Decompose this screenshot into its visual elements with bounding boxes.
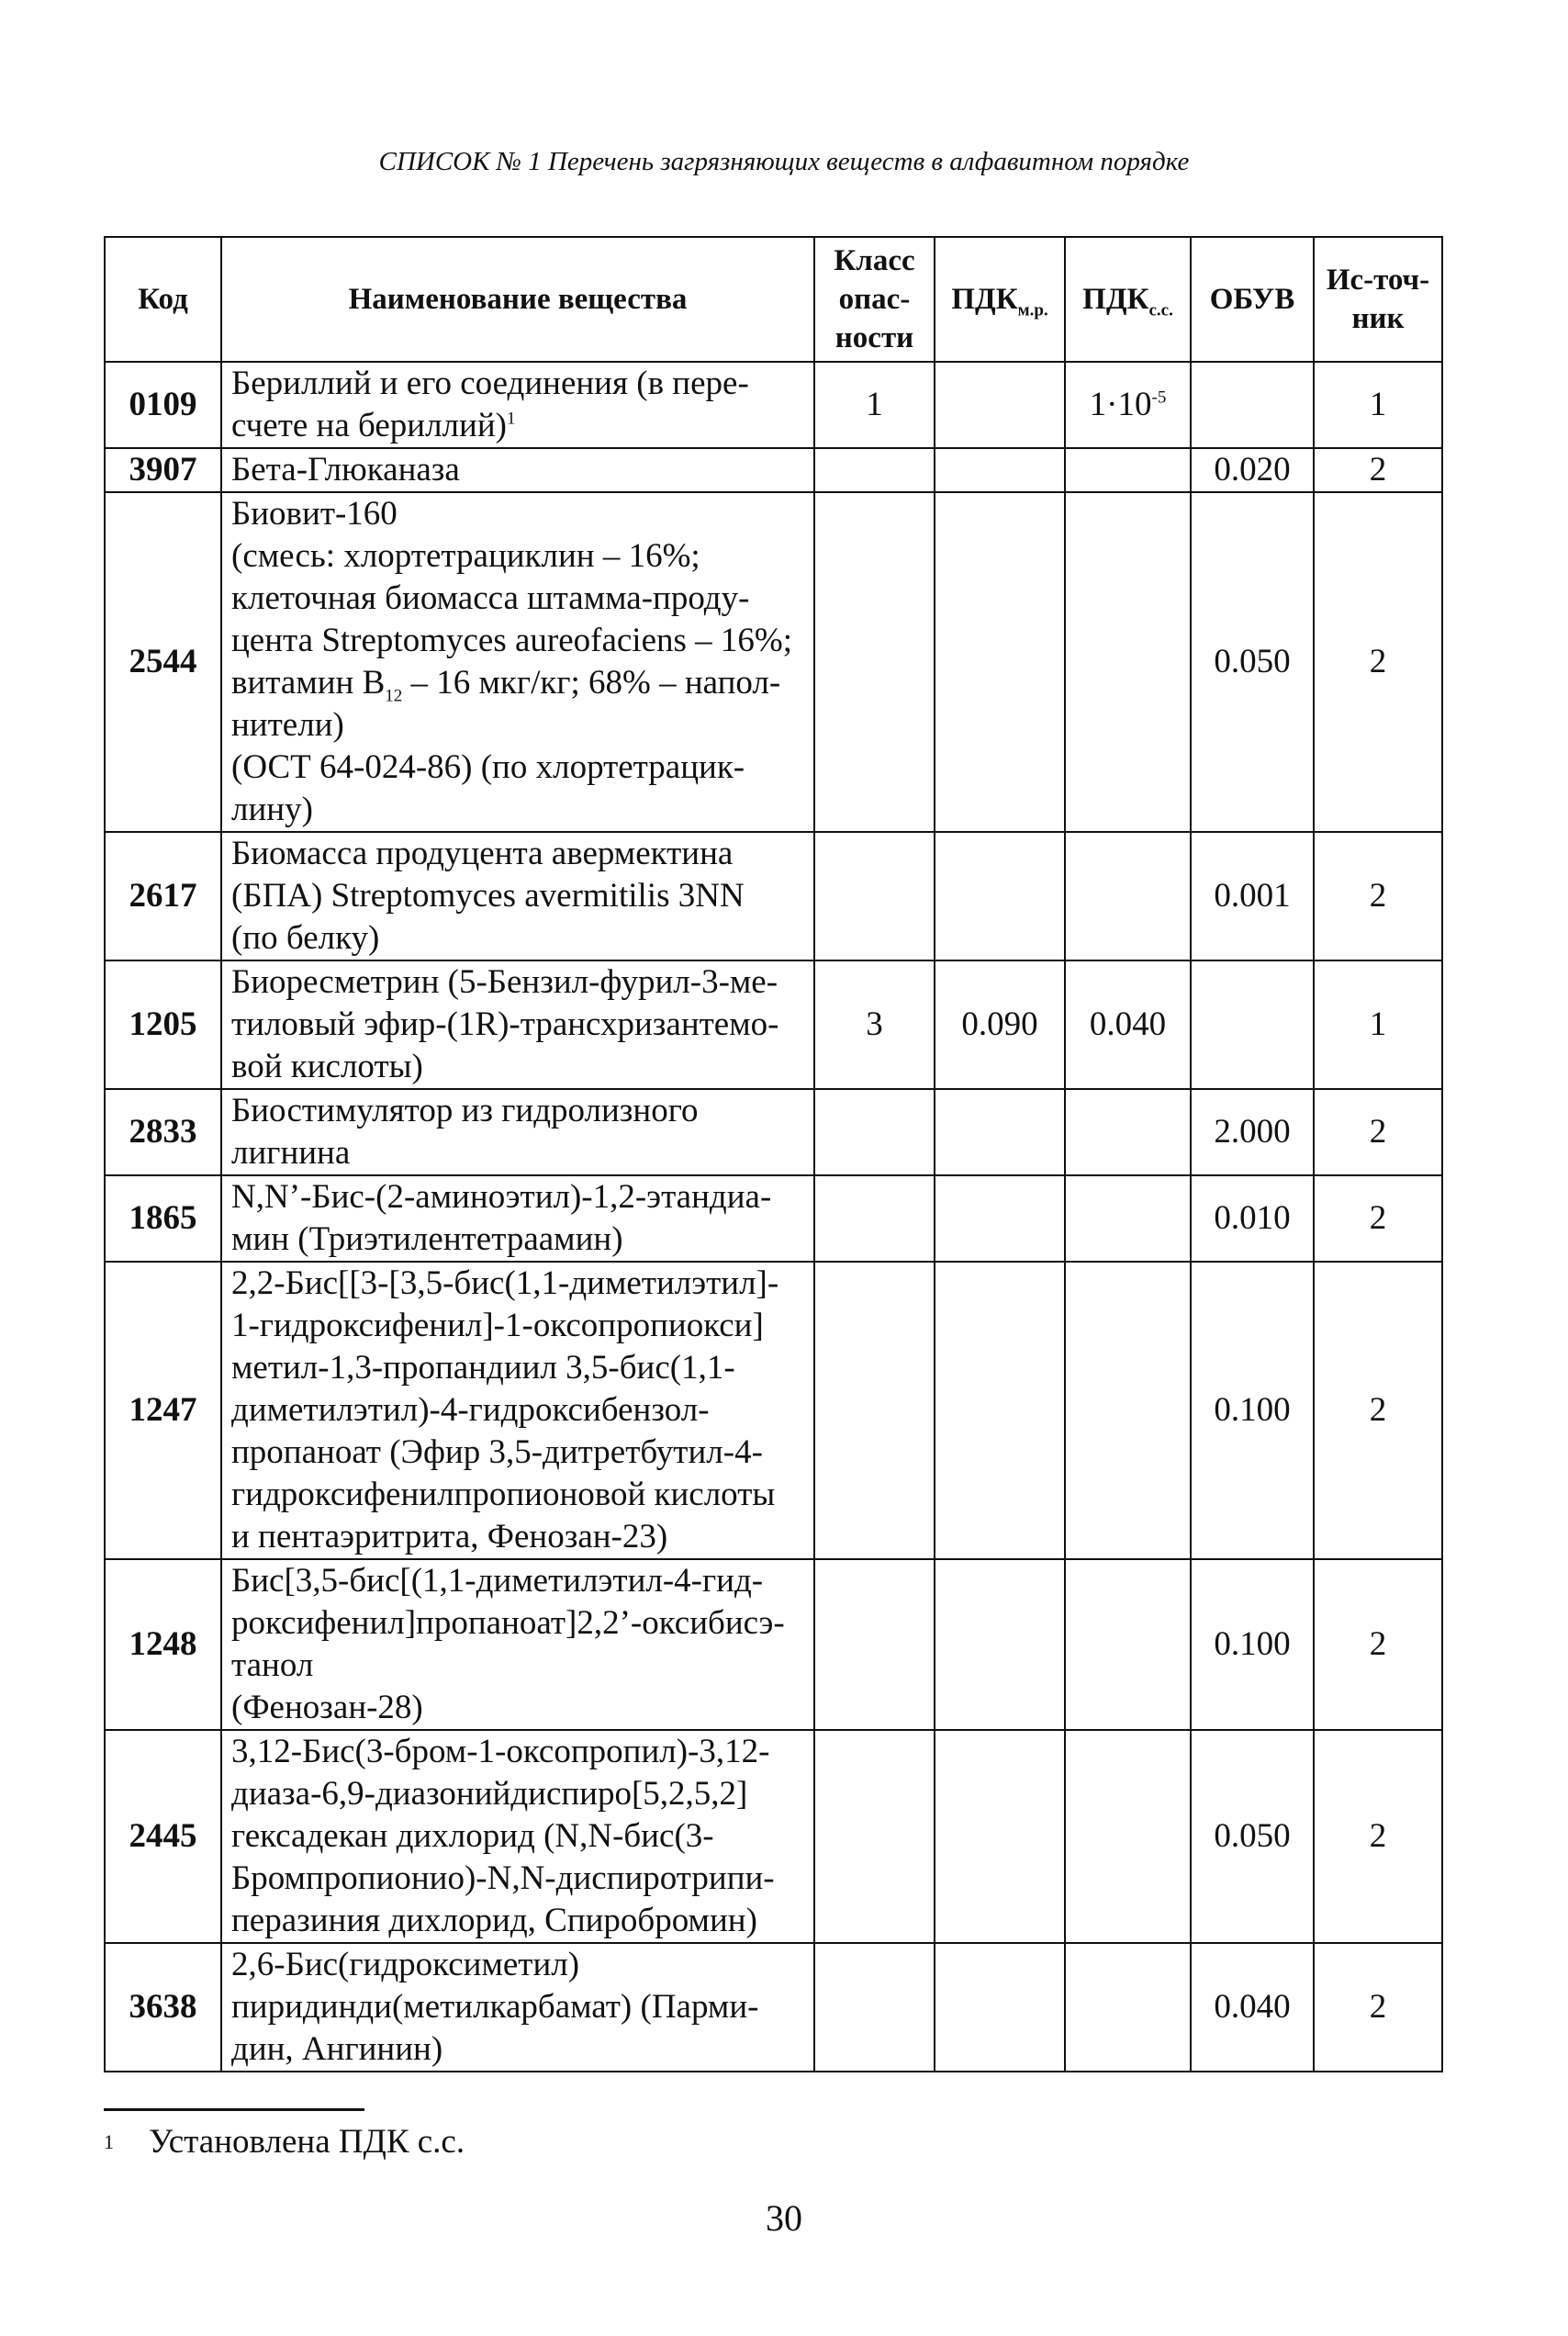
- header-pdk-mr: [935, 237, 1065, 362]
- table-row: [105, 1943, 1442, 2072]
- cell-obuv: 2.000: [1191, 1089, 1314, 1175]
- header-name: Наименование вещества: [221, 237, 814, 362]
- cell-code: 1247: [105, 1262, 221, 1559]
- cell-name: 2,6-Бис(гидроксиметил) пиридинди(метилкарбамат) (Парми- дин, Ангинин): [221, 1943, 814, 2072]
- cell-source: 2: [1314, 1262, 1442, 1559]
- footnote-mark: 1: [104, 2130, 114, 2153]
- header-pdk-ss-label: ПДК: [1082, 283, 1149, 316]
- cell-hazard: [814, 1175, 935, 1262]
- cell-name: Биостимулятор из гидролизного лигнина: [221, 1089, 814, 1175]
- footnote: [104, 2121, 465, 2163]
- header-code: Код: [105, 237, 221, 362]
- cell-name: Биоресметрин (5-Бензил-фурил-3-ме- тиловый эфир-(1R)-трансхризантемо- вой кислоты): [221, 960, 814, 1089]
- cell-pdk-ss: 0.040: [1065, 960, 1191, 1089]
- cell-code: 2544: [105, 492, 221, 832]
- cell-pdk-ss: [1065, 362, 1191, 448]
- cell-pdk-mr: [935, 1730, 1065, 1943]
- table-row: [105, 448, 1442, 492]
- cell-source: 2: [1314, 1943, 1442, 2072]
- header-obuv: ОБУВ: [1191, 237, 1314, 362]
- substances-table: [104, 236, 1443, 2072]
- cell-obuv: 0.001: [1191, 832, 1314, 960]
- cell-pdk-mr: [935, 362, 1065, 448]
- page-number: 30: [766, 2197, 802, 2239]
- cell-name: Бис[3,5-бис[(1,1-диметилэтил-4-гид- роксифенил]пропаноат]2,2’-оксибисэ- танол (Фенозан-28): [221, 1559, 814, 1730]
- cell-source: 2: [1314, 1175, 1442, 1262]
- cell-pdk-mr: [935, 1559, 1065, 1730]
- cell-hazard: [814, 492, 935, 832]
- cell-hazard: 1: [814, 362, 935, 448]
- table-row: [105, 832, 1442, 960]
- cell-name: [221, 492, 814, 832]
- header-pdk-mr-label: ПДК: [951, 283, 1018, 316]
- table-row: [105, 1730, 1442, 1943]
- cell-source: 1: [1314, 362, 1442, 448]
- table-row: [105, 362, 1442, 448]
- cell-pdk-mr: [935, 1089, 1065, 1175]
- cell-name: 3,12-Бис(3-бром-1-оксопропил)-3,12- диаза-6,9-диазонийдиспиро[5,2,5,2] гексадекан дихлорид (N,N-бис(3- Бромпропионио)-N,N-диспиротрипи- перазиния дихлорид, Спиробромин): [221, 1730, 814, 1943]
- cell-obuv: 0.020: [1191, 448, 1314, 492]
- cell-obuv: 0.050: [1191, 492, 1314, 832]
- cell-pdk-mr: [935, 832, 1065, 960]
- cell-pdk-ss: [1065, 492, 1191, 832]
- cell-name: Биомасса продуцента авермектина (БПА) Streptomyces avermitilis 3NN (по белку): [221, 832, 814, 960]
- cell-source: 2: [1314, 832, 1442, 960]
- cell-obuv: [1191, 960, 1314, 1089]
- cell-pdk-mr: [935, 1943, 1065, 2072]
- cell-pdk-mr: 0.090: [935, 960, 1065, 1089]
- cell-code: 0109: [105, 362, 221, 448]
- cell-code: 3907: [105, 448, 221, 492]
- cell-hazard: [814, 448, 935, 492]
- cell-source: 2: [1314, 492, 1442, 832]
- header-pdk-ss: [1065, 237, 1191, 362]
- cell-pdk-mr: [935, 1262, 1065, 1559]
- cell-name-text-b: – 16 мкг/кг; 68% – напол- нители) (ОСТ 64-024-86) (по хлортетрацик- лину): [231, 664, 781, 828]
- cell-code: 3638: [105, 1943, 221, 2072]
- cell-code: 1205: [105, 960, 221, 1089]
- cell-name: N,N’-Бис-(2-аминоэтил)-1,2-этандиа- мин (Триэтилентетраамин): [221, 1175, 814, 1262]
- cell-pdk-ss: [1065, 1559, 1191, 1730]
- footnote-separator: [104, 2108, 364, 2111]
- cell-name-text-a: Биовит-160 (смесь: хлортетрациклин – 16%; клеточная биомасса штамма-проду- цента Streptomyces aureofaciens – 16%; витамин B: [231, 495, 793, 702]
- cell-name: 2,2-Бис[[3-[3,5-бис(1,1-диметилэтил]- 1-гидроксифенил]-1-оксопропиокси] метил-1,3-пропандиил 3,5-бис(1,1- диметилэтил)-4-гидроксибензол- пропаноат (Эфир 3,5-дитретбутил-4- гидроксифенилпропионовой кислоты и пентаэритрита, Фенозан-23): [221, 1262, 814, 1559]
- cell-hazard: [814, 1730, 935, 1943]
- cell-pdk-ss: [1065, 1943, 1191, 2072]
- cell-hazard: [814, 832, 935, 960]
- cell-obuv: [1191, 362, 1314, 448]
- cell-pdk-ss: [1065, 832, 1191, 960]
- cell-pdk-ss: [1065, 1262, 1191, 1559]
- cell-code: 1248: [105, 1559, 221, 1730]
- table-row: [105, 960, 1442, 1089]
- cell-name: [221, 362, 814, 448]
- cell-obuv: 0.040: [1191, 1943, 1314, 2072]
- cell-name-subscript: 12: [385, 686, 403, 706]
- header-pdk-ss-sub: с.с.: [1148, 300, 1173, 320]
- cell-obuv: 0.100: [1191, 1262, 1314, 1559]
- table-header-row: [105, 237, 1442, 362]
- cell-code: 2445: [105, 1730, 221, 1943]
- cell-source: 2: [1314, 1089, 1442, 1175]
- running-head: СПИСОК № 1 Перечень загрязняющих веществ в алфавитном порядке: [378, 147, 1190, 176]
- cell-pdk-ss-mantissa: 1·10: [1089, 386, 1152, 423]
- cell-hazard: [814, 1089, 935, 1175]
- table-row: [105, 1089, 1442, 1175]
- cell-source: 2: [1314, 1730, 1442, 1943]
- footnote-text: Установлена ПДК с.с.: [149, 2123, 465, 2161]
- cell-pdk-mr: [935, 1175, 1065, 1262]
- cell-obuv: 0.100: [1191, 1559, 1314, 1730]
- cell-code: 2833: [105, 1089, 221, 1175]
- cell-pdk-mr: [935, 492, 1065, 832]
- table-row: [105, 1262, 1442, 1559]
- cell-name: Бета-Глюканаза: [221, 448, 814, 492]
- cell-code: 1865: [105, 1175, 221, 1262]
- cell-pdk-ss: [1065, 1089, 1191, 1175]
- cell-hazard: [814, 1559, 935, 1730]
- cell-hazard: [814, 1943, 935, 2072]
- cell-obuv: 0.010: [1191, 1175, 1314, 1262]
- cell-pdk-ss-exponent: -5: [1151, 387, 1167, 408]
- header-pdk-mr-sub: м.р.: [1017, 300, 1048, 320]
- cell-pdk-ss: [1065, 1730, 1191, 1943]
- table-row: [105, 1559, 1442, 1730]
- cell-obuv: 0.050: [1191, 1730, 1314, 1943]
- table-row: [105, 492, 1442, 832]
- cell-pdk-ss: [1065, 448, 1191, 492]
- cell-source: 2: [1314, 1559, 1442, 1730]
- cell-pdk-mr: [935, 448, 1065, 492]
- cell-hazard: [814, 1262, 935, 1559]
- header-hazard: Класс опас-ности: [814, 237, 935, 362]
- cell-hazard: 3: [814, 960, 935, 1089]
- footnote-ref: 1: [506, 409, 516, 429]
- header-source: Ис-точ-ник: [1314, 237, 1442, 362]
- cell-source: 2: [1314, 448, 1442, 492]
- cell-name-text: Бериллий и его соединения (в пере- счете на бериллий): [231, 365, 749, 444]
- table-row: [105, 1175, 1442, 1262]
- cell-pdk-ss: [1065, 1175, 1191, 1262]
- cell-source: 1: [1314, 960, 1442, 1089]
- cell-code: 2617: [105, 832, 221, 960]
